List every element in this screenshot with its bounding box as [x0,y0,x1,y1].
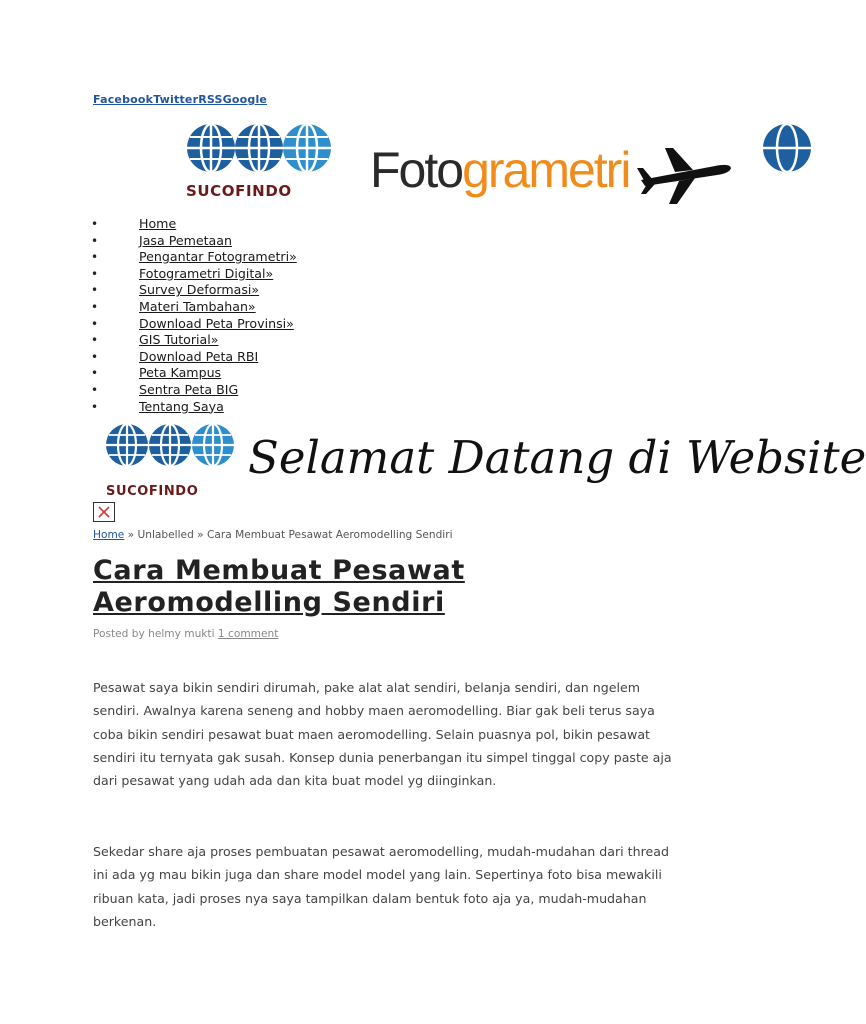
nav-link-sentra-peta-big[interactable]: Sentra Peta BIG [139,381,239,397]
header-banner[interactable] [180,114,768,214]
close-icon [97,505,111,519]
welcome-text: Selamat Datang di Website [248,431,866,484]
breadcrumb-separator: » [193,529,208,541]
close-button[interactable] [93,502,115,522]
rss-link[interactable]: RSS [198,93,223,106]
social-links [93,93,267,106]
post-meta [93,628,278,640]
breadcrumb-home[interactable]: Home [93,529,125,541]
globe-icons [184,118,334,180]
breadcrumb [93,529,453,541]
post-title-link[interactable]: Cara Membuat Pesawat Aeromodelling Sendiri [93,555,465,618]
globe-icon [104,418,236,474]
sucofindo-logo-edge [760,118,800,184]
breadcrumb-separator: » [124,529,138,541]
nav-link-home[interactable]: Home [139,216,177,231]
nav-link-materi-tambahan[interactable]: Materi Tambahan» [139,298,256,314]
post-paragraph: Sekedar share aja proses pembuatan pesawat aeromodelling, mudah-mudahan dari thread ini ada yg mau bikin juga dan share model model yang lain. Sepertinya foto bisa mewakili ribuan kata, jadi proses nya saya tampilkan dalam bentuk foto aja ya, mudah-mudahan berkenan. [93,844,669,929]
nav-link-peta-kampus[interactable]: Peta Kampus [139,365,222,381]
breadcrumb-category: Unlabelled [137,529,194,541]
nav-link-fotogrametri-digital[interactable]: Fotogrametri Digital» [139,265,274,281]
post-author: Posted by helmy mukti [93,628,215,640]
comments-link[interactable]: 1 comment [217,628,279,640]
site-title-part1: Foto [370,142,463,198]
airplane-icon [635,144,735,206]
post-title [93,555,693,619]
nav-link-download-peta-provinsi[interactable]: Download Peta Provinsi» [139,315,294,331]
sucofindo-logo [104,418,236,499]
nav-link-jasa-pemetaan[interactable]: Jasa Pemetaan [139,232,232,248]
site-title [370,142,629,198]
google-link[interactable]: Google [222,93,268,106]
globe-icon [184,118,334,180]
nav-link-tentang-saya[interactable]: Tentang Saya [139,398,224,414]
globe-icon [760,118,800,180]
facebook-link[interactable]: Facebook [93,93,154,106]
logo-wordmark: SUCOFINDO [106,484,199,499]
nav-link-pengantar-fotogrametri[interactable]: Pengantar Fotogrametri» [139,249,297,265]
breadcrumb-current: Cara Membuat Pesawat Aeromodelling Sendiri [207,529,453,541]
site-title-part2: grametri [462,142,630,198]
welcome-banner [0,414,866,502]
nav-link-survey-deformasi[interactable]: Survey Deformasi» [139,282,260,298]
nav-link-download-peta-rbi[interactable]: Download Peta RBI [139,348,259,364]
twitter-link[interactable]: Twitter [153,93,199,106]
nav-link-gis-tutorial[interactable]: GIS Tutorial» [139,332,219,348]
sucofindo-logo [184,118,334,200]
logo-wordmark: SUCOFINDO [186,182,292,200]
post-paragraph: Pesawat saya bikin sendiri dirumah, pake alat alat sendiri, belanja sendiri, dan ngelem sendiri. Awalnya karena seneng and hobby maen aeromodelling. Biar gak beli terus saya coba bikin sendiri pesawat buat maen aeromodelling. Selain puasnya pol, bikin pesawat sendiri itu ternyata gak susah. Konsep dunia penerbangan itu simpel tinggal copy paste aja dari pesawat yang udah ada dan kita buat model yg diinginkan. [93,680,672,789]
